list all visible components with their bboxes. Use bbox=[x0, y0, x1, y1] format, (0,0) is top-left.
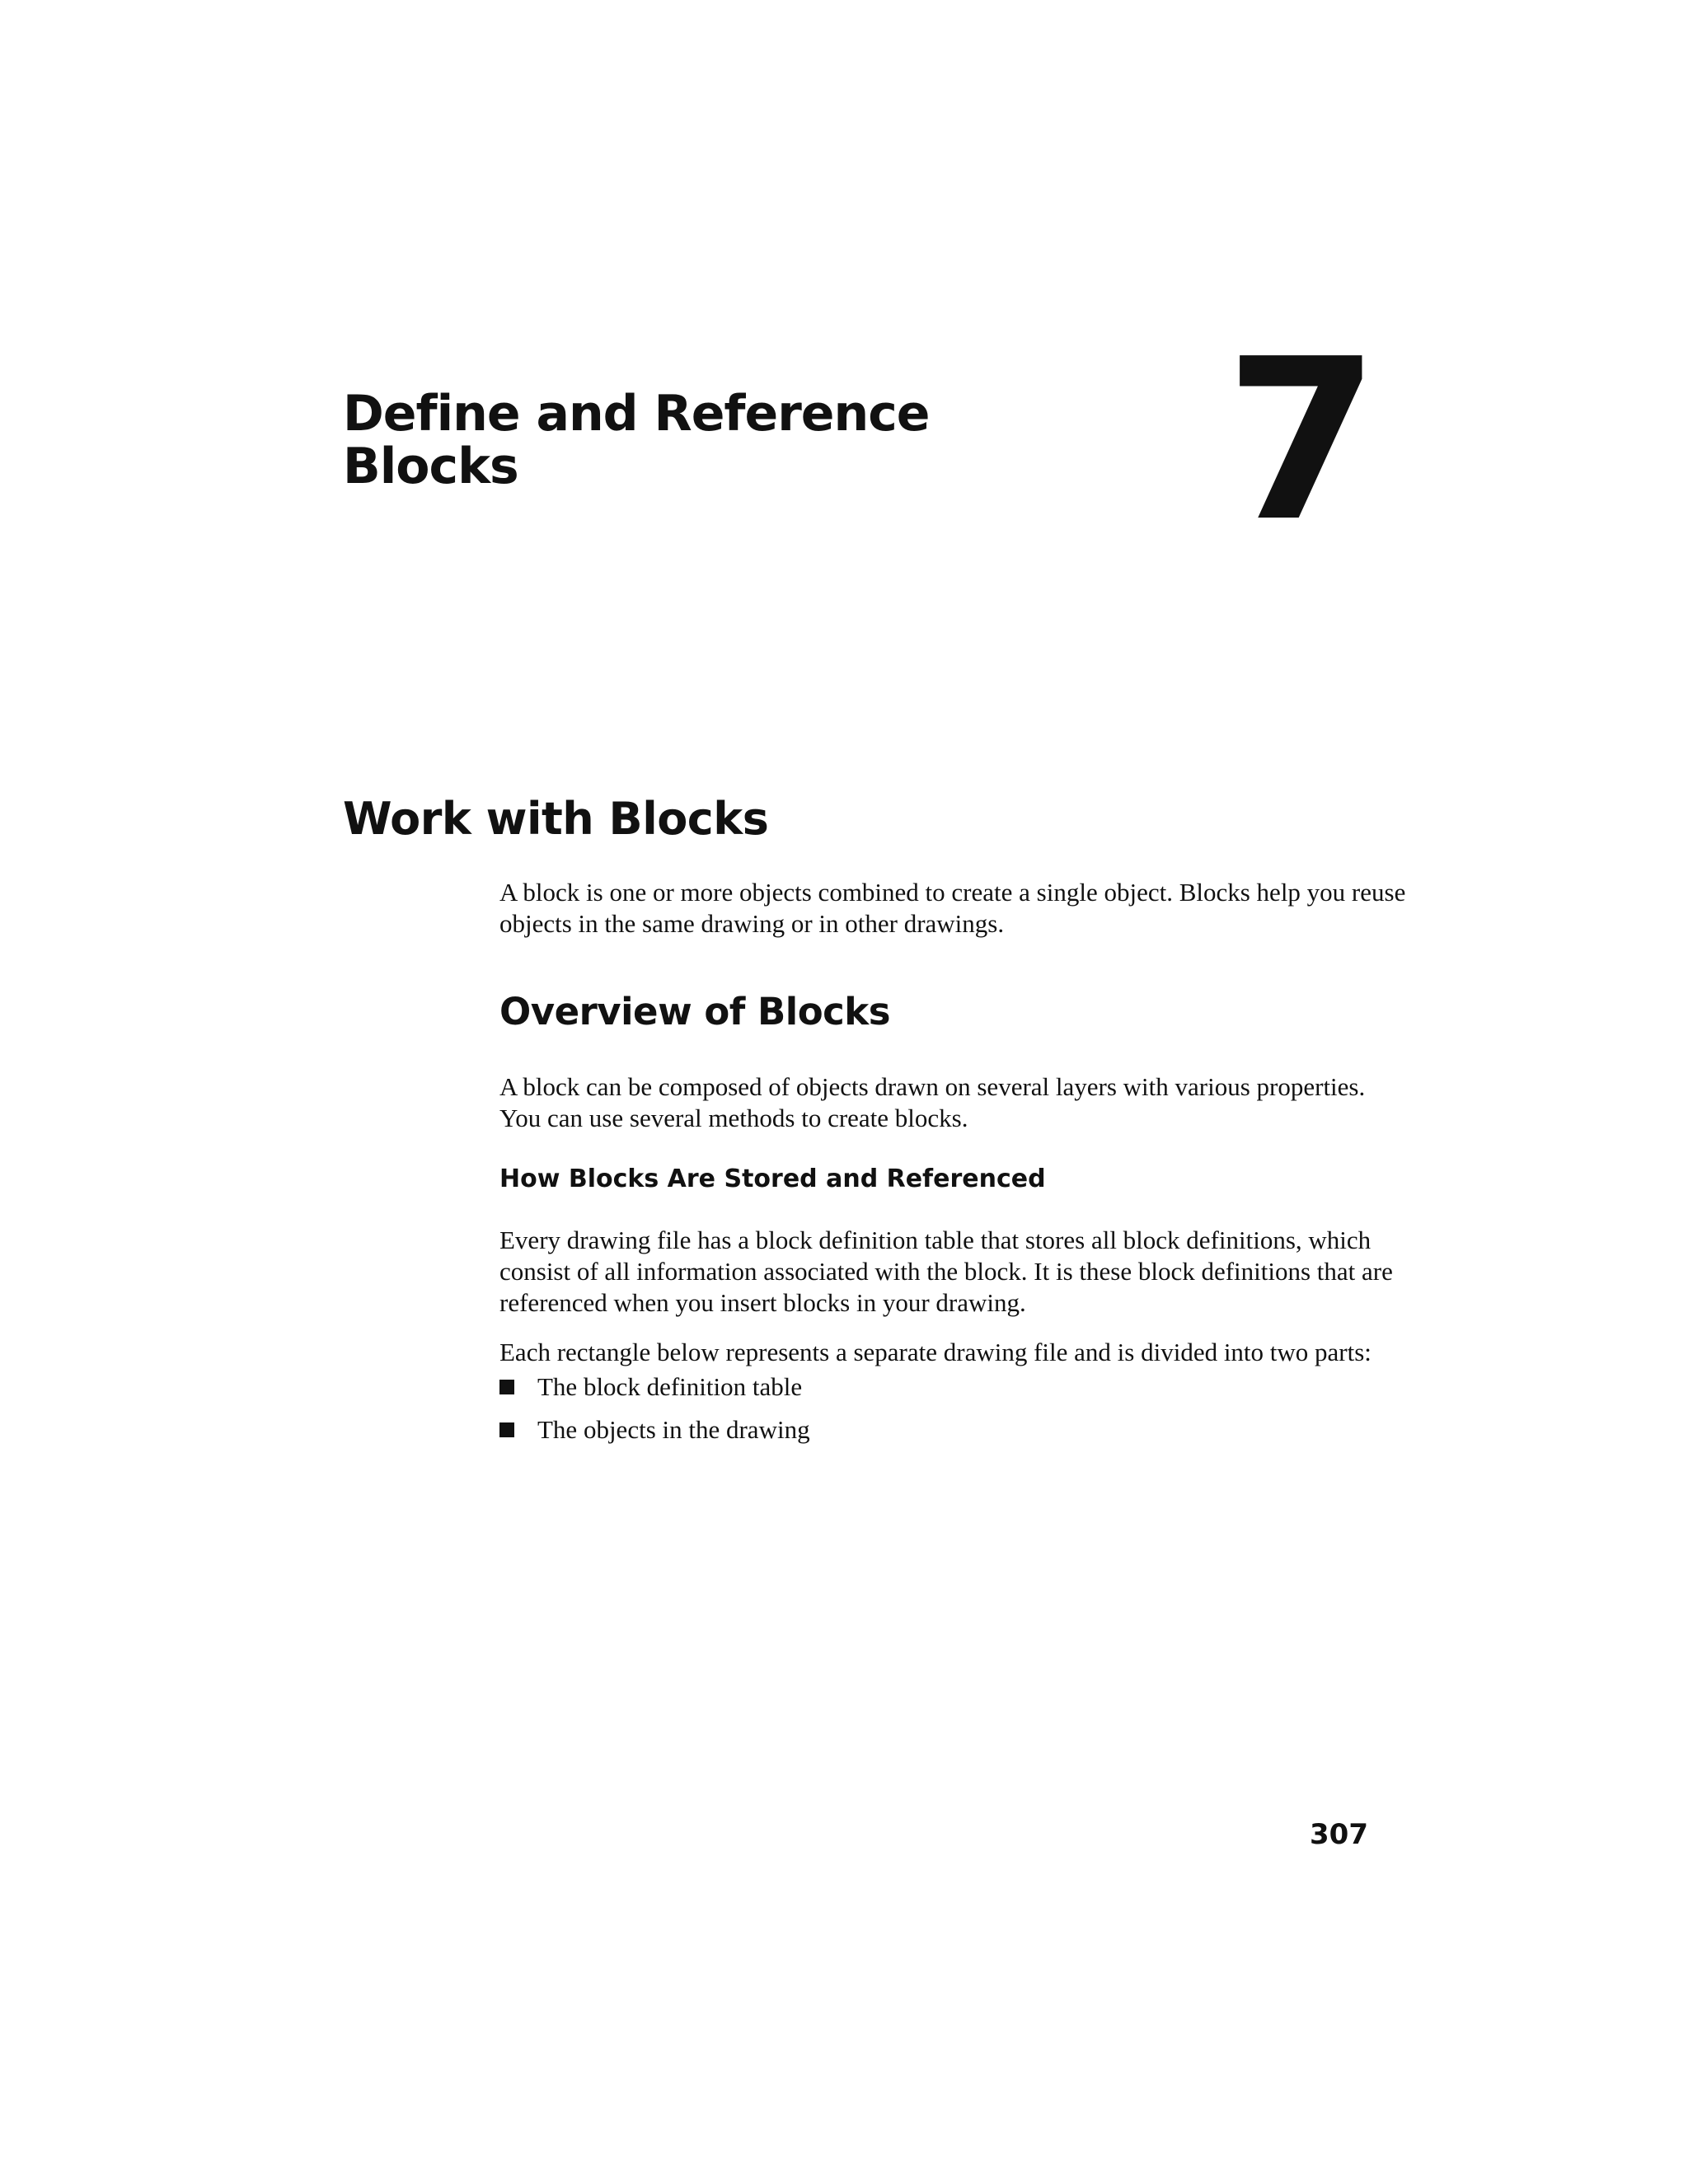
topic-paragraph: Every drawing file has a block definition table that stores all block definitions, which consist of all information associated with the block. It is these block definitions that are referenced when you insert blocks in your drawing. bbox=[499, 1226, 1393, 1317]
list-item-text: The block definition table bbox=[537, 1372, 803, 1401]
subsection-title: Overview of Blocks bbox=[499, 990, 891, 1033]
topic-paragraph: Each rectangle below represents a separate drawing file and is divided into two parts: bbox=[499, 1338, 1372, 1366]
section-intro: A block is one or more objects combined to create a single object. Blocks help you reuse objects in the same drawing or in other drawings. bbox=[499, 878, 1406, 938]
subsection-body: A block can be composed of objects drawn on several layers with various properties. You can use several methods to create blocks. bbox=[499, 1072, 1366, 1132]
page-content bbox=[499, 877, 1406, 1446]
section-title: Work with Blocks bbox=[343, 793, 769, 845]
bullet-list bbox=[499, 1371, 1406, 1446]
square-bullet-icon bbox=[499, 1380, 514, 1394]
list-item-text: The objects in the drawing bbox=[537, 1415, 810, 1444]
page-number: 307 bbox=[1310, 1818, 1368, 1851]
topic-title: How Blocks Are Stored and Referenced bbox=[499, 1165, 1046, 1193]
chapter-number: 7 bbox=[1225, 311, 1380, 570]
square-bullet-icon bbox=[499, 1422, 514, 1437]
list-item bbox=[499, 1371, 1406, 1403]
chapter-title: Define and Reference Blocks bbox=[343, 385, 930, 495]
list-item bbox=[499, 1414, 1406, 1446]
